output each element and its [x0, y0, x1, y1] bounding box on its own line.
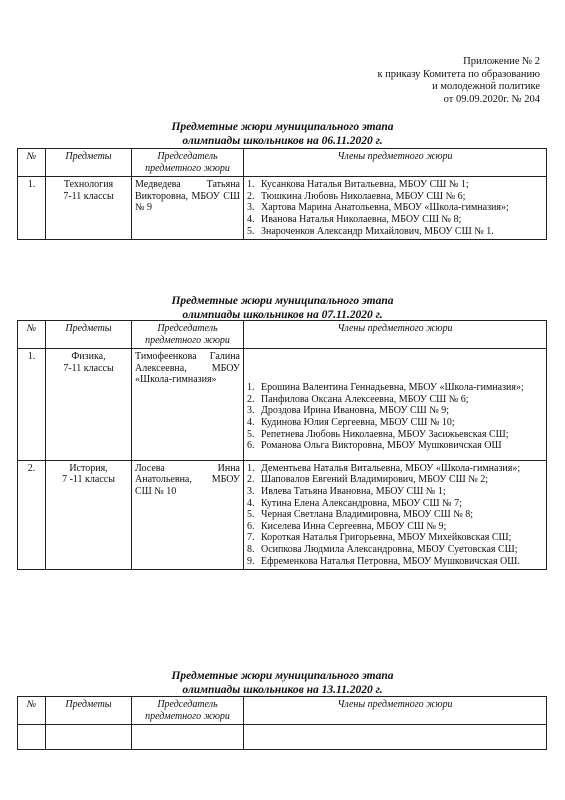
- member-text: Черная Светлана Владимировна, МБОУ СШ № 8;: [261, 509, 474, 521]
- member-number: 6.: [247, 440, 255, 452]
- member-text: Романова Ольга Викторовна, МБОУ Мушковичская ОШ: [261, 440, 502, 452]
- member-item: [247, 417, 543, 429]
- member-item: [247, 405, 543, 417]
- members-list: [247, 179, 543, 237]
- member-number: 6.: [247, 520, 255, 532]
- member-text: Репетнева Любовь Николаевна, МБОУ Засижьевская СШ;: [261, 428, 509, 440]
- chair-cell: Тимофеенкова Галина Алексеевна, МБОУ «Школа-гимназия»: [132, 349, 244, 461]
- member-number: 3.: [247, 202, 255, 214]
- member-text: Кутина Елена Александровна, МБОУ СШ № 7;: [261, 497, 462, 509]
- member-item: [247, 179, 543, 191]
- member-number: 5.: [247, 428, 255, 440]
- member-item: [247, 214, 543, 226]
- subject-name: Физика,: [71, 351, 106, 363]
- subject-grades: 7 -11 классы: [62, 474, 115, 486]
- section-title: [0, 120, 565, 148]
- member-text: Хартова Марина Анатольевна, МБОУ «Школа-гимназия»;: [261, 202, 509, 214]
- member-text: Киселева Инна Сергеевна, МБОУ СШ № 9;: [261, 520, 447, 532]
- member-item: [247, 474, 543, 486]
- member-item: [247, 521, 543, 533]
- subject-name: История,: [69, 462, 108, 474]
- col-header-subject: Предметы: [46, 321, 132, 349]
- member-text: Панфилова Оксана Алексеевна, МБОУ СШ № 6;: [261, 393, 469, 405]
- member-number: 1.: [247, 179, 255, 191]
- member-item: [247, 556, 543, 568]
- table-row: [18, 349, 547, 461]
- section-title-line2: олимпиады школьников на 13.11.2020 г.: [182, 684, 383, 696]
- empty-cell: [132, 725, 244, 750]
- chair-cell: Лосева Инна Анатольевна, МБОУ СШ № 10: [132, 460, 244, 569]
- member-text: Дементьева Наталья Витальевна, МБОУ «Школа-гимназия»;: [261, 462, 521, 474]
- member-item: [247, 486, 543, 498]
- member-item: [247, 226, 543, 238]
- appendix-header: [340, 56, 540, 106]
- section-title-line1: Предметные жюри муниципального этапа: [171, 670, 394, 682]
- member-text: Шаповалов Евгений Владимирович, МБОУ СШ № 2;: [261, 474, 489, 486]
- members-cell: [244, 460, 547, 569]
- table-header-row: [18, 321, 547, 349]
- col-header-chair: Председатель предметного жюри: [132, 697, 244, 725]
- col-header-members: Члены предметного жюри: [244, 697, 547, 725]
- member-text: Ерошина Валентина Геннадьевна, МБОУ «Школа-гимназия»;: [261, 382, 524, 394]
- col-header-num: №: [18, 321, 46, 349]
- member-number: 1.: [247, 462, 255, 474]
- member-item: [247, 191, 543, 203]
- member-number: 2.: [247, 474, 255, 486]
- member-item: [247, 509, 543, 521]
- members-cell: [244, 177, 547, 240]
- member-number: 3.: [247, 485, 255, 497]
- section-title-line1: Предметные жюри муниципального этапа: [171, 121, 394, 133]
- member-item: [247, 202, 543, 214]
- chair-cell: Медведева Татьяна Викторовна, МБОУ СШ № 9: [132, 177, 244, 240]
- member-number: 2.: [247, 393, 255, 405]
- subject-cell: [46, 177, 132, 240]
- member-number: 4.: [247, 497, 255, 509]
- subject-grades: 7-11 классы: [63, 362, 114, 374]
- section-title: [0, 294, 565, 322]
- table-row: [18, 725, 547, 750]
- table-header-row: [18, 697, 547, 725]
- member-number: 3.: [247, 405, 255, 417]
- member-item: [247, 463, 543, 475]
- member-item: [247, 382, 543, 394]
- row-number: 2.: [18, 460, 46, 569]
- member-text: Осипкова Людмила Александровна, МБОУ Суетовская СШ;: [261, 543, 518, 555]
- member-item: [247, 394, 543, 406]
- col-header-chair: Председатель предметного жюри: [132, 321, 244, 349]
- section-title-line1: Предметные жюри муниципального этапа: [171, 295, 394, 307]
- row-number: 1.: [18, 177, 46, 240]
- members-list: [247, 463, 543, 567]
- empty-cell: [18, 725, 46, 750]
- col-header-subject: Предметы: [46, 697, 132, 725]
- appendix-line: и молодежной политике: [432, 81, 540, 93]
- member-number: 5.: [247, 225, 255, 237]
- col-header-members: Члены предметного жюри: [244, 149, 547, 177]
- subject-cell: [46, 349, 132, 461]
- member-number: 5.: [247, 509, 255, 521]
- empty-cell: [46, 725, 132, 750]
- members-cell: [244, 349, 547, 461]
- row-number: 1.: [18, 349, 46, 461]
- subject-name: Технология: [63, 179, 114, 191]
- member-number: 4.: [247, 213, 255, 225]
- section-title-line2: олимпиады школьников на 07.11.2020 г.: [182, 309, 383, 321]
- member-text: Знароченков Александр Михайлович, МБОУ СШ № 1.: [261, 225, 494, 237]
- table-row: [18, 460, 547, 569]
- table-header-row: [18, 149, 547, 177]
- col-header-members: Члены предметного жюри: [244, 321, 547, 349]
- member-item: [247, 440, 543, 452]
- member-item: [247, 532, 543, 544]
- member-text: Ефременкова Наталья Петровна, МБОУ Мушковичская ОШ.: [261, 555, 520, 567]
- col-header-subject: Предметы: [46, 149, 132, 177]
- member-text: Ивлева Татьяна Ивановна, МБОУ СШ № 1;: [261, 485, 446, 497]
- member-text: Кусанкова Наталья Витальевна, МБОУ СШ № 1;: [261, 179, 469, 191]
- member-number: 1.: [247, 382, 255, 394]
- jury-table: [17, 696, 547, 750]
- subject-cell: [46, 460, 132, 569]
- member-number: 9.: [247, 555, 255, 567]
- col-header-chair: Председатель предметного жюри: [132, 149, 244, 177]
- member-text: Кудинова Юлия Сергеевна, МБОУ СШ № 10;: [261, 416, 455, 428]
- member-text: Дроздова Ирина Ивановна, МБОУ СШ № 9;: [261, 405, 450, 417]
- appendix-line: от 09.09.2020г. № 204: [443, 93, 540, 105]
- member-text: Тюшкина Любовь Николаевна, МБОУ СШ № 6;: [261, 190, 466, 202]
- member-text: Иванова Наталья Николаевна, МБОУ СШ № 8;: [261, 213, 462, 225]
- col-header-num: №: [18, 697, 46, 725]
- member-number: 8.: [247, 543, 255, 555]
- member-item: [247, 429, 543, 441]
- member-number: 2.: [247, 190, 255, 202]
- jury-table: [17, 148, 547, 240]
- members-list: [247, 382, 543, 452]
- member-number: 7.: [247, 532, 255, 544]
- member-item: [247, 544, 543, 556]
- jury-table: [17, 320, 547, 570]
- appendix-line: Приложение № 2: [463, 56, 540, 67]
- subject-grades: 7-11 классы: [63, 190, 114, 202]
- table-row: [18, 177, 547, 240]
- empty-cell: [244, 725, 547, 750]
- member-text: Короткая Наталья Григорьевна, МБОУ Михейковская СШ;: [261, 532, 512, 544]
- member-item: [247, 498, 543, 510]
- col-header-num: №: [18, 149, 46, 177]
- appendix-line: к приказу Комитета по образованию: [377, 68, 540, 80]
- section-title-line2: олимпиады школьников на 06.11.2020 г.: [182, 135, 383, 147]
- member-number: 4.: [247, 416, 255, 428]
- section-title: [0, 669, 565, 697]
